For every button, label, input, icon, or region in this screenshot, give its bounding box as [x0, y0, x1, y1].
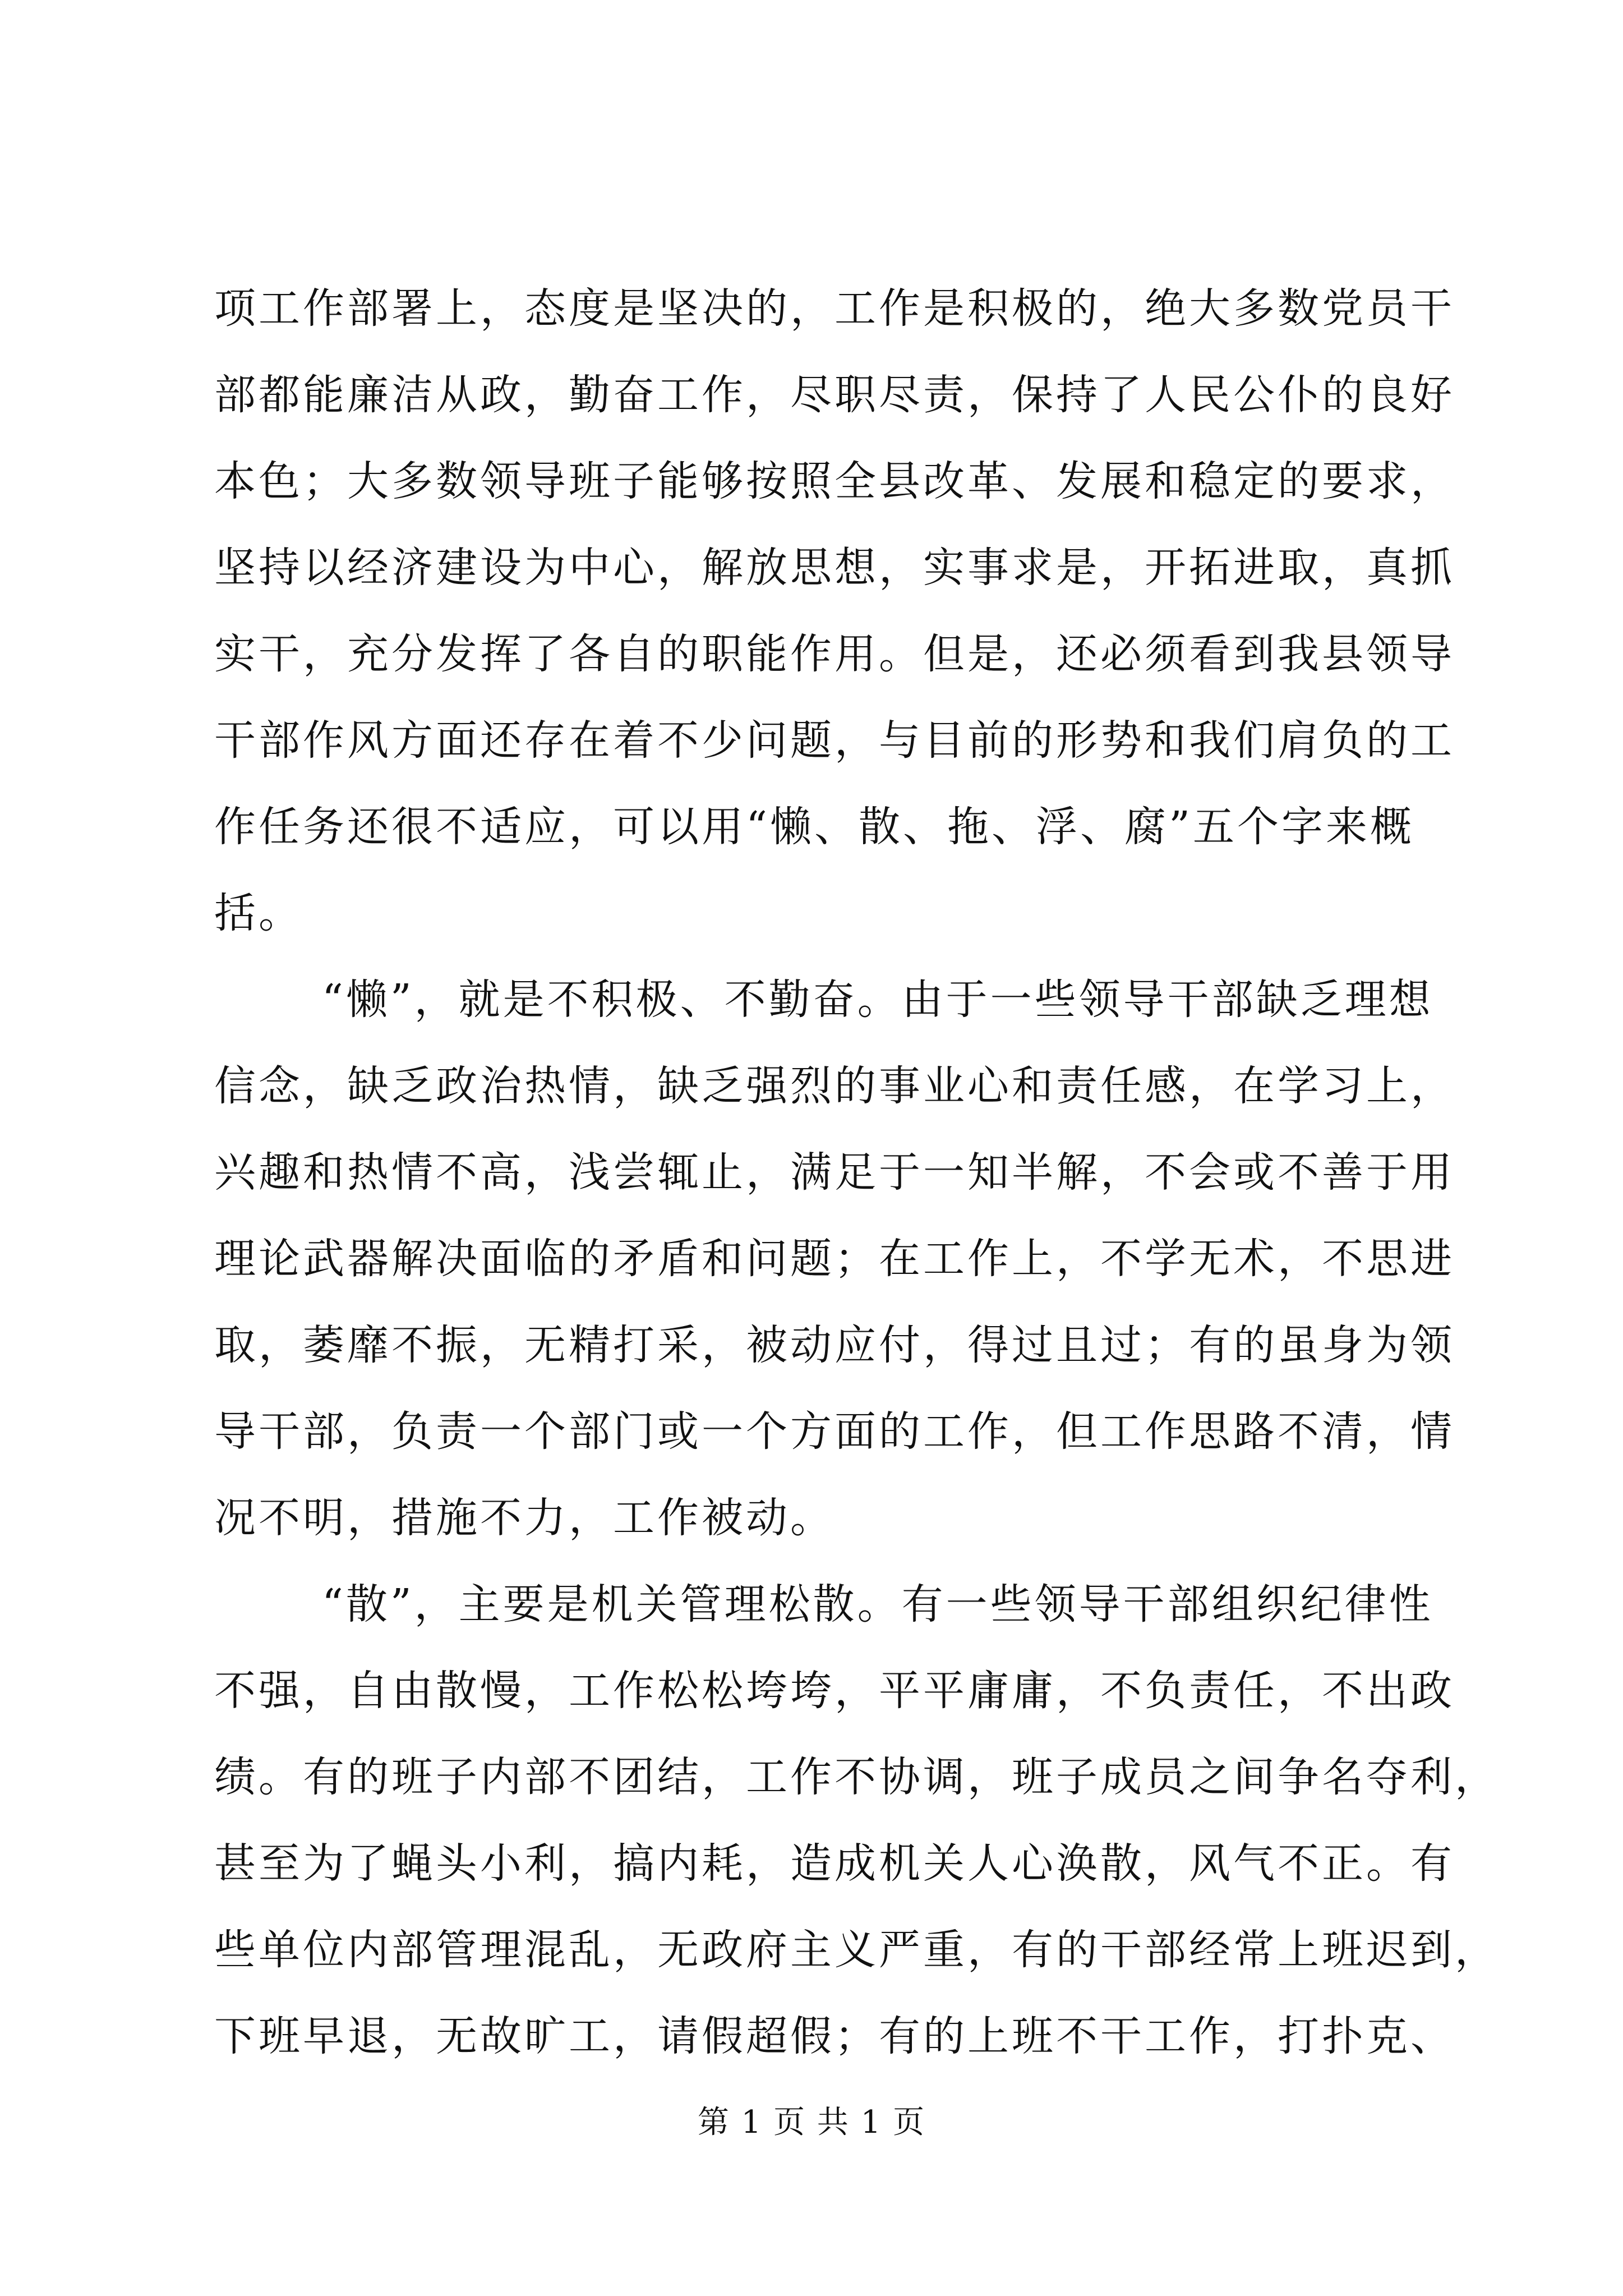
text-line: 甚至为了蝇头小利，搞内耗，造成机关人心涣散，风气不正。有	[214, 1839, 1455, 1888]
text-line: 实干，充分发挥了各自的职能作用。但是，还必须看到我县领导	[214, 630, 1455, 678]
text-line: 本色；大多数领导班子能够按照全县改革、发展和稳定的要求，	[214, 457, 1455, 505]
text-line: 坚持以经济建设为中心，解放思想，实事求是，开拓进取，真抓	[214, 544, 1455, 592]
text-line: 项工作部署上，态度是坚决的，工作是积极的，绝大多数党员干	[214, 284, 1455, 333]
text-line: 下班早退，无故旷工，请假超假；有的上班不干工作，打扑克、	[214, 2012, 1455, 2060]
text-line: 些单位内部管理混乱，无政府主义严重，有的干部经常上班迟到，	[214, 1926, 1499, 1974]
text-line: 取，萎靡不振，无精打采，被动应付，得过且过；有的虽身为领	[214, 1321, 1455, 1369]
text-line: 括。	[214, 889, 303, 937]
text-line: 部都能廉洁从政，勤奋工作，尽职尽责，保持了人民公仆的良好	[214, 371, 1455, 419]
text-line: “散”，主要是机关管理松散。有一些领导干部组织纪律性	[322, 1580, 1433, 1628]
text-line: 况不明，措施不力，工作被动。	[214, 1494, 834, 1542]
text-line: 作任务还很不适应，可以用“懒、散、拖、浮、腐”五个字来概	[214, 803, 1414, 851]
text-line: 兴趣和热情不高，浅尝辄止，满足于一知半解，不会或不善于用	[214, 1148, 1455, 1197]
text-line: 不强，自由散慢，工作松松垮垮，平平庸庸，不负责任，不出政	[214, 1667, 1455, 1715]
text-line: 信念，缺乏政治热情，缺乏强烈的事业心和责任感，在学习上，	[214, 1062, 1455, 1110]
text-line: 绩。有的班子内部不团结，工作不协调，班子成员之间争名夺利，	[214, 1753, 1499, 1801]
text-line: “懒”，就是不积极、不勤奋。由于一些领导干部缺乏理想	[322, 976, 1433, 1024]
text-line: 理论武器解决面临的矛盾和问题；在工作上，不学无术，不思进	[214, 1235, 1455, 1283]
body-text	[214, 265, 1499, 2079]
page-footer: 第 1 页 共 1 页	[697, 2104, 926, 2141]
text-line: 导干部，负责一个部门或一个方面的工作，但工作思路不清，情	[214, 1407, 1455, 1456]
text-line: 干部作风方面还存在着不少问题，与目前的形势和我们肩负的工	[214, 716, 1455, 765]
